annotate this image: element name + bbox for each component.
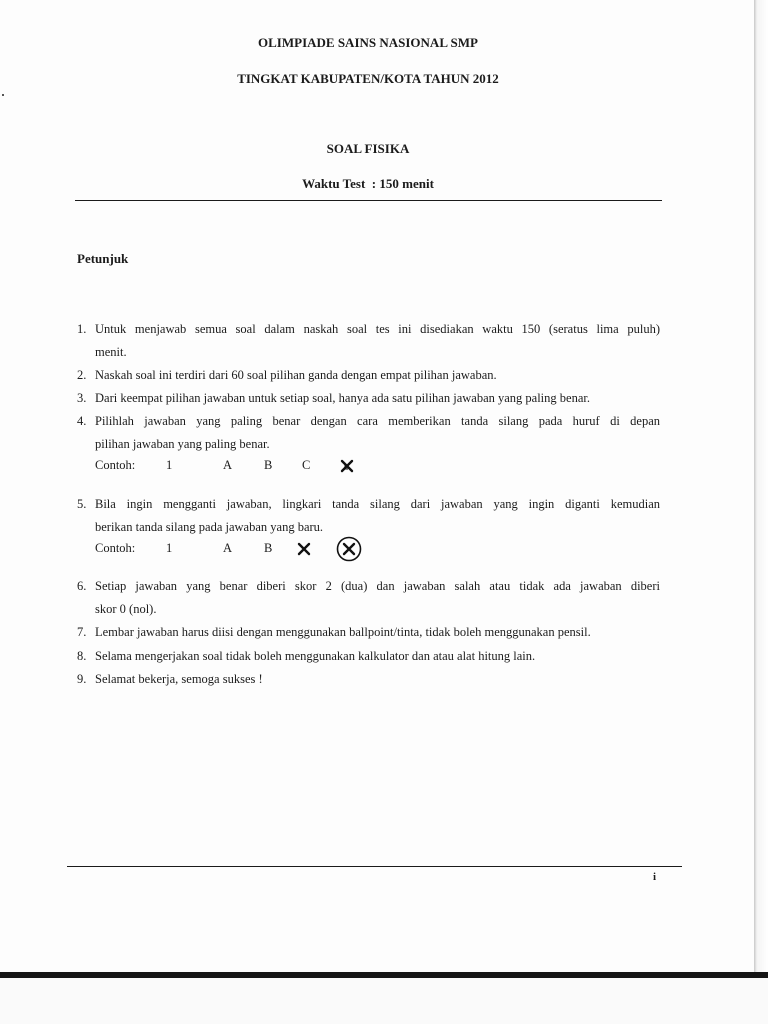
item-text-line: Untuk menjawab semua soal dalam naskah soal tes ini disediakan waktu 150 (seratus lima puluh) (95, 322, 660, 336)
item-text-line: Pilihlah jawaban yang paling benar dengan cara memberikan tanda silang pada huruf di depan (95, 414, 660, 428)
item-number: 4. (77, 414, 87, 428)
example-label: Contoh: (95, 541, 136, 555)
item-text-line: Lembar jawaban harus diisi dengan menggunakan ballpoint/tinta, tidak boleh menggunakan pensil. (95, 625, 591, 639)
item-text-line: Selamat bekerja, semoga sukses ! (95, 672, 263, 686)
item-text-line: skor 0 (nol). (95, 602, 157, 616)
example-option-a: A (223, 458, 233, 472)
item-number: 7. (77, 625, 87, 639)
item-text-line: Setiap jawaban yang benar diberi skor 2 (dua) dan jawaban salah atau tidak ada jawaban diberi (95, 579, 660, 593)
item-number: 8. (77, 649, 87, 663)
item-text-line: berikan tanda silang pada jawaban yang baru. (95, 520, 324, 534)
example-number: 1 (166, 458, 173, 472)
title-line-1: OLIMPIADE SAINS NASIONAL SMP (258, 35, 478, 50)
page-number: i (653, 871, 657, 883)
example-option-b: B (264, 541, 273, 555)
item-number: 6. (77, 579, 87, 593)
item-number: 3. (77, 391, 87, 405)
item-text-line: menit. (95, 345, 127, 359)
item-text-line: Selama mengerjakan soal tidak boleh menggunakan kalkulator dan atau alat hitung lain. (95, 649, 536, 663)
item-number: 9. (77, 672, 87, 686)
item-number: 1. (77, 322, 87, 336)
item-text-line: Dari keempat pilihan jawaban untuk setiap soal, hanya ada satu pilihan jawaban yang paling benar. (95, 391, 590, 405)
scan-right-edge (754, 0, 768, 1024)
title-line-2: TINGKAT KABUPATEN/KOTA TAHUN 2012 (237, 71, 499, 86)
instructions-heading: Petunjuk (77, 251, 129, 266)
example-option-a: A (223, 541, 233, 555)
item-text-line: pilihan jawaban yang paling benar. (95, 437, 270, 451)
example-number: 1 (166, 541, 173, 555)
example-option-c: C (302, 458, 311, 472)
scan-background (0, 978, 768, 1024)
item-number: 2. (77, 368, 87, 382)
time-info: Waktu Test : 150 menit (302, 176, 434, 191)
example-option-b: B (264, 458, 273, 472)
item-text-line: Naskah soal ini terdiri dari 60 soal pilihan ganda dengan empat pilihan jawaban. (95, 368, 497, 382)
subject-title: SOAL FISIKA (326, 141, 410, 156)
example-label: Contoh: (95, 458, 136, 472)
item-text-line: Bila ingin mengganti jawaban, lingkari tanda silang dari jawaban yang ingin diganti kemudian (95, 497, 660, 511)
item-number: 5. (77, 497, 87, 511)
